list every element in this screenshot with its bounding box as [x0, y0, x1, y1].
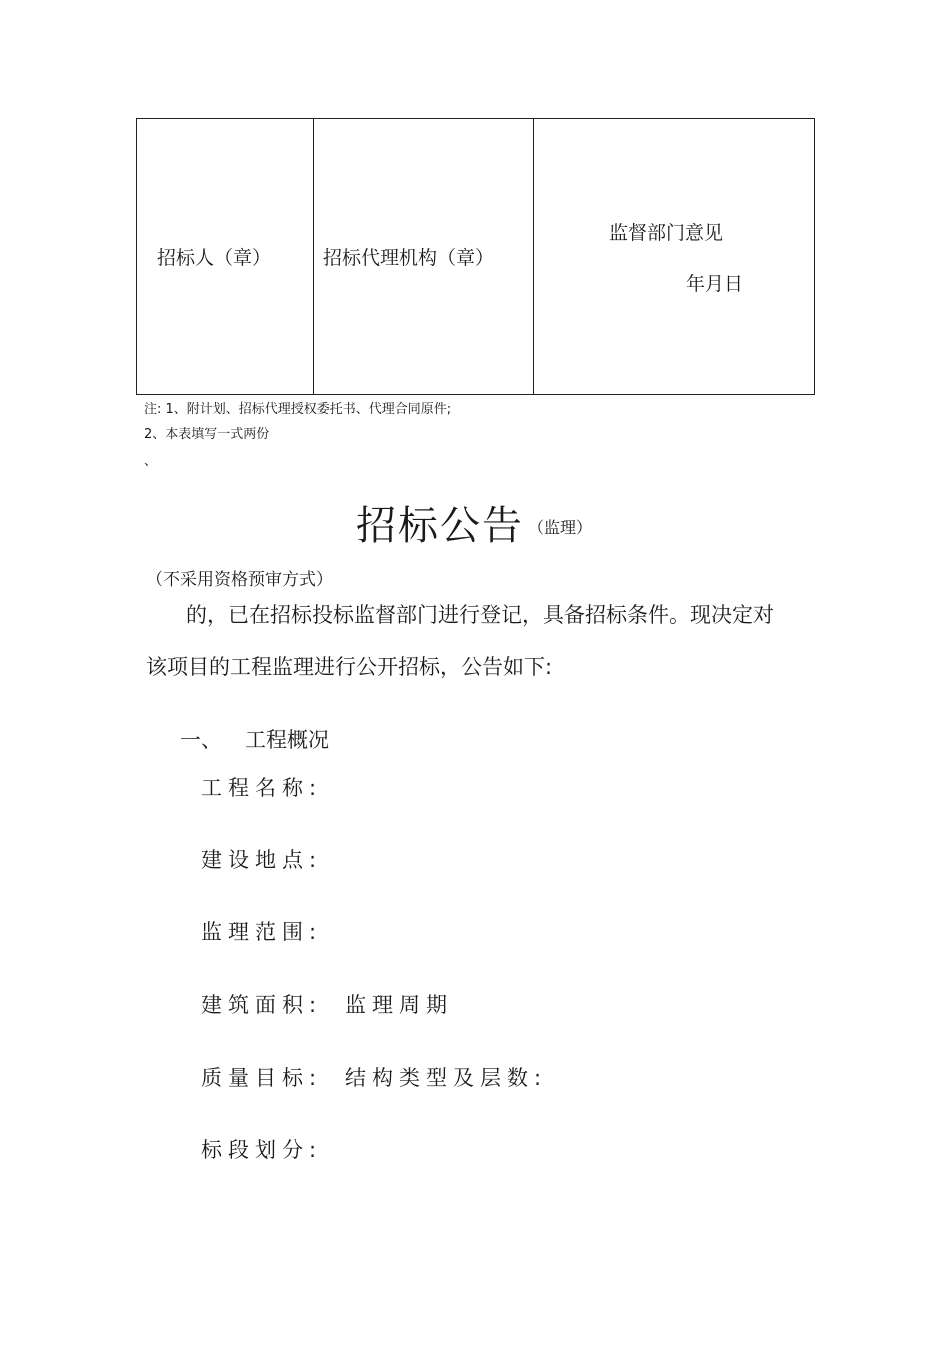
field-location: 建设地点:	[201, 848, 323, 872]
note-mark: 、	[144, 454, 158, 469]
section-heading: 工程概况	[245, 728, 329, 752]
field-scope: 监理范围:	[201, 920, 323, 944]
field-sections: 标段划分:	[201, 1138, 323, 1162]
intro-line-2: 该项目的工程监理进行公开招标，公告如下:	[146, 655, 553, 679]
note-line-1: 注: 1、附计划、招标代理授权委托书、代理合同原件;	[144, 402, 452, 417]
note-line-2: 2、本表填写一式两份	[144, 427, 270, 442]
tenderer-cell	[137, 119, 314, 395]
agency-cell	[314, 119, 534, 395]
agency-seal-label: 招标代理机构（章）	[323, 247, 495, 269]
page-subtitle: （监理）	[528, 518, 593, 537]
field-period: 监理周期	[345, 993, 453, 1017]
page-title: 招标公告	[356, 503, 524, 549]
field-quality: 质量目标:	[201, 1066, 323, 1090]
field-structure: 结构类型及层数:	[345, 1066, 548, 1090]
supervision-cell	[534, 119, 815, 395]
intro-line-1: 的，已在招标投标监督部门进行登记，具备招标条件。现决定对	[186, 603, 774, 627]
supervision-opinion-label: 监督部门意见	[609, 222, 724, 244]
method-note: （不采用资格预审方式）	[146, 570, 333, 590]
section-number: 一、	[180, 728, 222, 752]
signature-table	[136, 118, 815, 395]
field-area: 建筑面积:	[201, 993, 323, 1017]
tenderer-seal-label: 招标人（章）	[157, 247, 272, 269]
field-project-name: 工程名称:	[201, 776, 323, 800]
date-label: 年月日	[686, 273, 744, 295]
